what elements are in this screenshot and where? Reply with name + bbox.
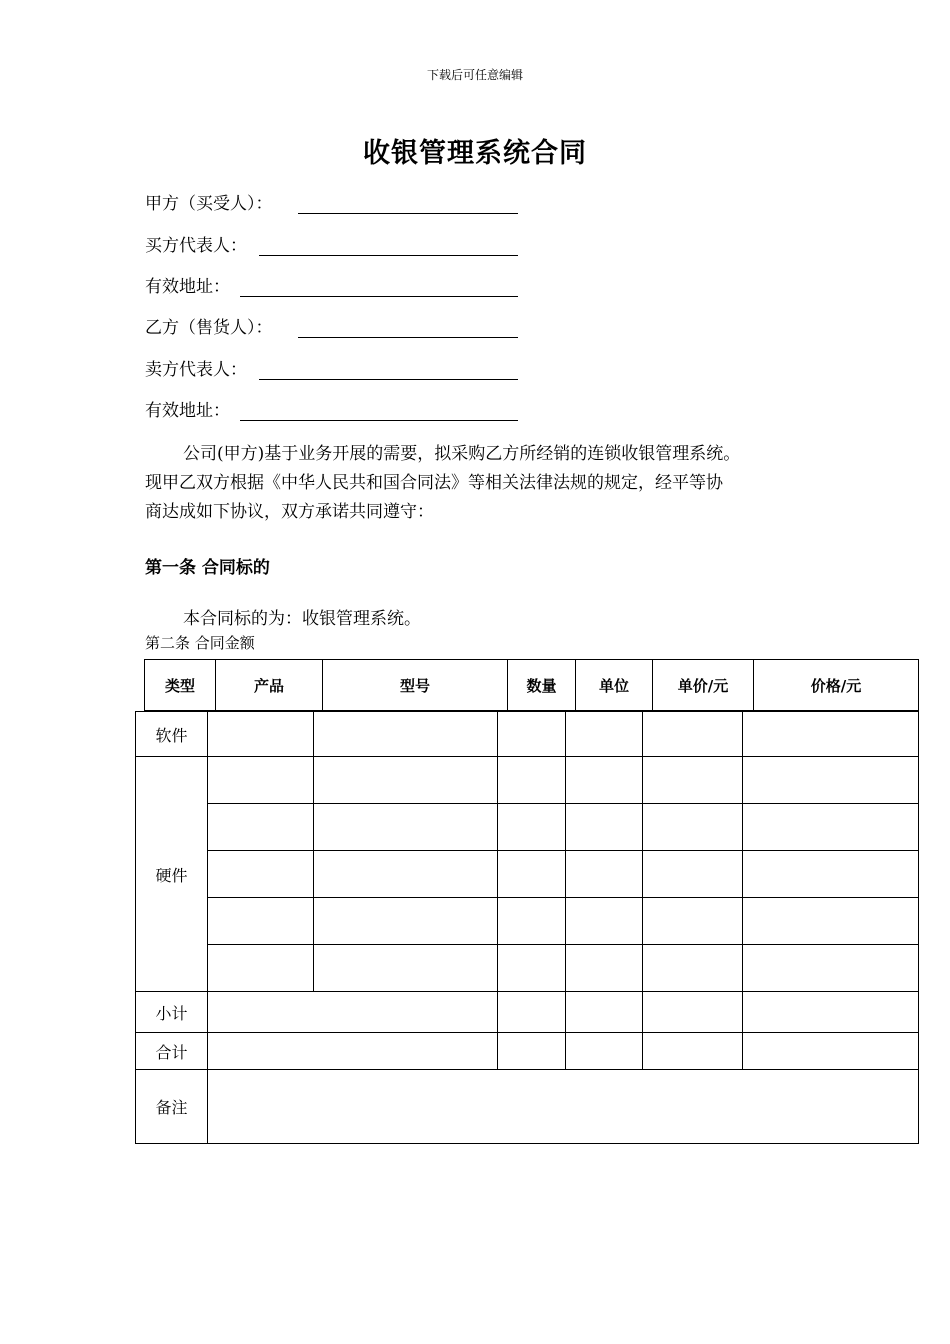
table-cell[interactable]	[566, 898, 643, 945]
table-cell[interactable]	[643, 851, 743, 898]
table-cell[interactable]	[743, 757, 919, 804]
table-cell[interactable]	[208, 851, 314, 898]
table-cell[interactable]	[208, 1033, 498, 1070]
party-b-label: 乙方（售货人）：	[145, 318, 273, 338]
intro-line-1: 公司(甲方)基于业务开展的需要，拟采购乙方所经销的连锁收银管理系统。	[183, 444, 741, 464]
col-price: 价格/元	[754, 660, 919, 711]
col-unit-price: 单价/元	[653, 660, 754, 711]
buyer-rep-field	[145, 236, 247, 256]
amount-table-header	[144, 659, 919, 711]
table-cell[interactable]	[498, 992, 566, 1033]
table-row	[136, 712, 919, 757]
table-cell[interactable]	[208, 757, 314, 804]
table-cell[interactable]	[208, 992, 498, 1033]
party-b-blank[interactable]	[298, 337, 518, 338]
table-cell[interactable]	[566, 757, 643, 804]
table-cell[interactable]	[498, 945, 566, 992]
seller-rep-label: 卖方代表人：	[145, 360, 247, 380]
seller-rep-blank[interactable]	[259, 379, 518, 380]
table-cell[interactable]	[743, 1033, 919, 1070]
table-cell[interactable]	[566, 945, 643, 992]
table-cell[interactable]	[643, 945, 743, 992]
address-a-label: 有效地址：	[145, 277, 230, 297]
party-a-label: 甲方（买受人）：	[145, 194, 273, 214]
row-label-total: 合计	[136, 1033, 208, 1070]
address-b-field	[145, 401, 230, 421]
table-cell[interactable]	[498, 712, 566, 757]
table-cell[interactable]	[498, 898, 566, 945]
col-model: 型号	[323, 660, 508, 711]
address-b-blank[interactable]	[240, 420, 518, 421]
article-2-heading: 第二条 合同金额	[145, 634, 255, 652]
table-cell[interactable]	[643, 757, 743, 804]
table-cell[interactable]	[208, 804, 314, 851]
party-a-field	[145, 194, 273, 214]
row-label-hardware: 硬件	[136, 757, 208, 992]
table-cell[interactable]	[643, 992, 743, 1033]
table-cell[interactable]	[566, 804, 643, 851]
col-quantity: 数量	[508, 660, 576, 711]
table-cell[interactable]	[498, 1033, 566, 1070]
buyer-rep-label: 买方代表人：	[145, 236, 247, 256]
table-cell[interactable]	[566, 712, 643, 757]
table-row	[136, 898, 919, 945]
table-cell[interactable]	[566, 992, 643, 1033]
intro-line-3: 商达成如下协议，双方承诺共同遵守：	[145, 502, 434, 522]
seller-rep-field	[145, 360, 247, 380]
article-1-text: 本合同标的为：收银管理系统。	[183, 609, 421, 629]
table-cell[interactable]	[643, 1033, 743, 1070]
table-cell[interactable]	[314, 712, 498, 757]
table-cell[interactable]	[566, 851, 643, 898]
col-unit: 单位	[576, 660, 653, 711]
party-a-blank[interactable]	[298, 213, 518, 214]
table-cell[interactable]	[743, 851, 919, 898]
table-row	[136, 851, 919, 898]
address-a-blank[interactable]	[240, 296, 518, 297]
table-cell[interactable]	[498, 851, 566, 898]
col-product: 产品	[216, 660, 323, 711]
table-row	[136, 1070, 919, 1144]
document-title: 收银管理系统合同	[363, 138, 587, 169]
table-cell[interactable]	[743, 945, 919, 992]
table-cell[interactable]	[498, 804, 566, 851]
table-cell[interactable]	[208, 898, 314, 945]
table-row	[136, 992, 919, 1033]
article-1-heading: 第一条 合同标的	[145, 558, 270, 578]
table-cell[interactable]	[314, 851, 498, 898]
table-cell[interactable]	[643, 804, 743, 851]
row-label-remarks: 备注	[136, 1070, 208, 1144]
table-cell[interactable]	[743, 898, 919, 945]
table-row	[136, 804, 919, 851]
col-type: 类型	[145, 660, 216, 711]
row-label-software: 软件	[136, 712, 208, 757]
table-row	[136, 757, 919, 804]
table-cell[interactable]	[743, 992, 919, 1033]
address-a-field	[145, 277, 230, 297]
table-cell[interactable]	[643, 712, 743, 757]
table-cell[interactable]	[743, 804, 919, 851]
table-cell[interactable]	[208, 945, 314, 992]
table-cell[interactable]	[314, 898, 498, 945]
table-row	[136, 1033, 919, 1070]
table-cell[interactable]	[314, 804, 498, 851]
table-cell[interactable]	[314, 945, 498, 992]
table-cell[interactable]	[498, 757, 566, 804]
row-label-subtotal: 小计	[136, 992, 208, 1033]
party-b-field	[145, 318, 273, 338]
header-note: 下载后可任意编辑	[426, 68, 523, 82]
address-b-label: 有效地址：	[145, 401, 230, 421]
table-cell[interactable]	[314, 757, 498, 804]
table-cell[interactable]	[566, 1033, 643, 1070]
intro-line-2: 现甲乙双方根据《中华人民共和国合同法》等相关法律法规的规定，经平等协	[145, 473, 723, 493]
table-row	[136, 945, 919, 992]
remarks-cell[interactable]	[208, 1070, 919, 1144]
table-cell[interactable]	[643, 898, 743, 945]
table-cell[interactable]	[208, 712, 314, 757]
amount-table-body	[135, 711, 919, 1144]
buyer-rep-blank[interactable]	[259, 255, 518, 256]
intro-paragraph	[145, 440, 825, 527]
table-cell[interactable]	[743, 712, 919, 757]
